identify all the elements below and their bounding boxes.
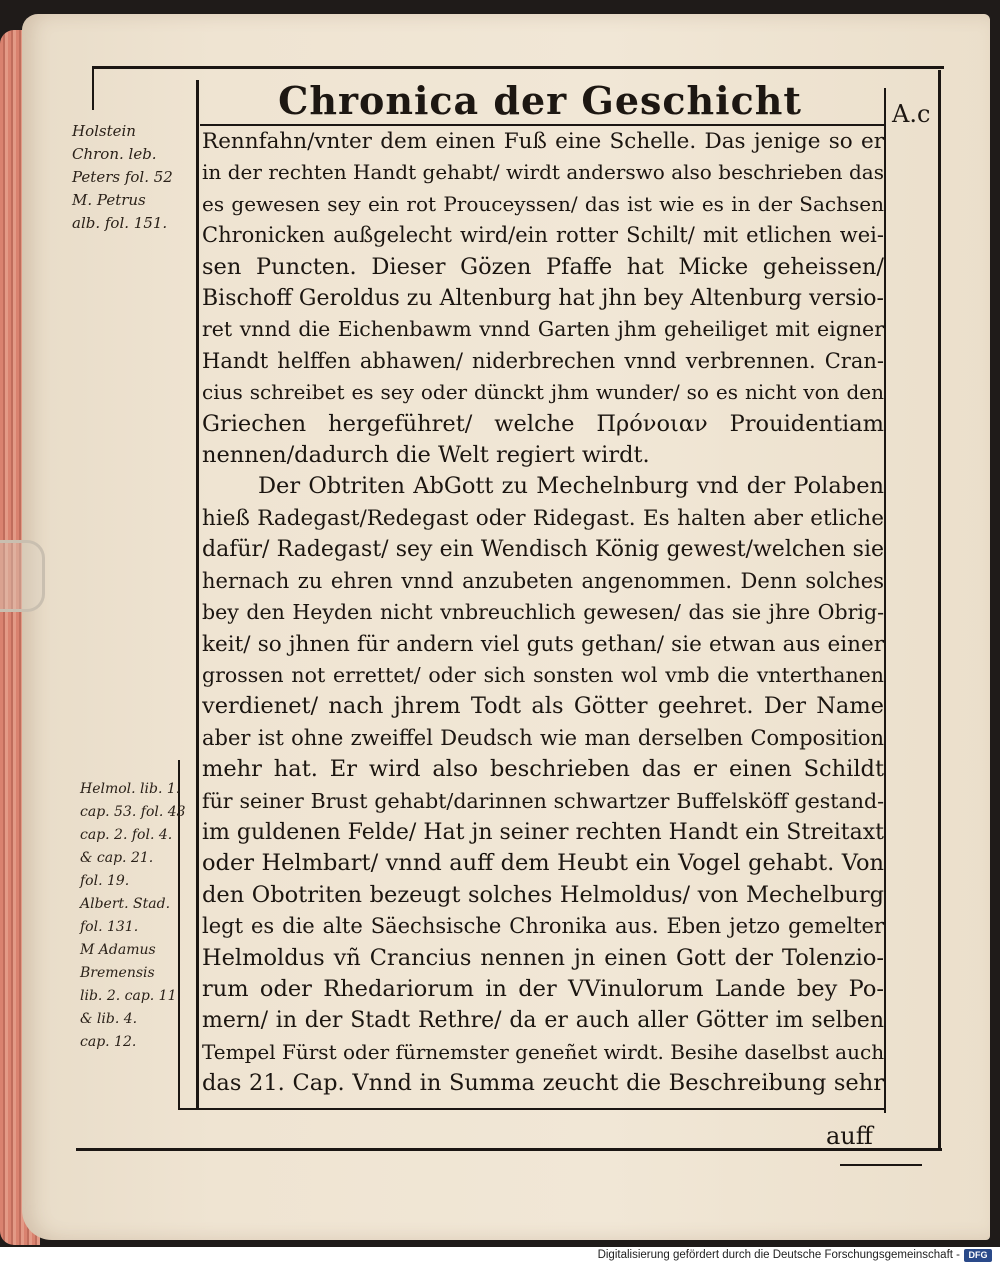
text-line: den Obotriten bezeugt solches Helmoldus/ von Mechelburg [202, 881, 884, 908]
text-line: rum oder Rhedariorum in der VVinulorum Lande bey Po- [202, 975, 884, 1002]
text-line: bey den Heyden nicht vnbreuchlich gewesen/ das sie jhre Obrig- [202, 600, 884, 625]
text-line: hieß Radegast/Redegast oder Ridegast. Es halten aber etliche [202, 505, 884, 531]
footer-credit: Digitalisierung gefördert durch die Deutsche Forschungsgemeinschaft - [597, 1249, 960, 1261]
text-line: das 21. Cap. Vnnd in Summa zeucht die Beschreibung sehr [202, 1070, 884, 1097]
paragraph-start-line: Der Obtriten AbGott zu Mechelnburg vnd der Polaben [258, 473, 884, 500]
margin-note: M. Petrus [72, 191, 146, 209]
margin-note: alb. fol. 151. [72, 214, 168, 232]
margin-note: Peters fol. 52 [72, 168, 173, 186]
frame-bottom-rule [76, 1148, 942, 1151]
margin-note: Albert. Stad. [80, 896, 171, 912]
margin-note: M Adamus [80, 942, 156, 958]
text-line: legt es die alte Säechsische Chronika aus. Eben jetzo gemelter [202, 914, 884, 939]
margin-note: lib. 2. cap. 11 [80, 988, 177, 1004]
margin-note: Chron. leb. [72, 145, 157, 163]
margin-note: & cap. 21. [80, 850, 154, 866]
margin-note: fol. 19. [80, 873, 130, 889]
text-line: cius schreibet es sey oder dünckt jhm wunder/ so es nicht von den [202, 380, 884, 405]
text-line: grossen not errettet/ oder sich sonsten wol vmb die vnterthanen [202, 662, 884, 687]
text-line: Griechen hergeführet/ welche Πρόνοιαν Prouidentiam [202, 410, 884, 437]
text-line: im guldenen Felde/ Hat jn seiner rechten Handt ein Streitaxt [202, 819, 884, 845]
frame-left-rule [92, 66, 94, 110]
text-line: es gewesen sey ein rot Prouceyssen/ das ist wie es in der Sachsen [202, 191, 884, 216]
text-line: Tempel Fürst oder fürnemster geneñet wirdt. Besihe daselbst auch [202, 1039, 884, 1064]
margin-note: Helmol. lib. 1. [80, 781, 181, 797]
margin-notes-bottom [80, 778, 186, 1054]
body-text [202, 126, 884, 1100]
outer-bottom-rule [840, 1164, 922, 1166]
text-line: nennen/dadurch die Welt regiert wirdt. [202, 442, 650, 469]
margin-note: cap. 53. fol. 43 [80, 804, 186, 820]
text-line: für seiner Brust gehabt/darinnen schwartzer Buffelsköff gestand- [202, 788, 884, 813]
text-line: in der rechten Handt gehabt/ wirdt anderswo also beschrieben das [202, 160, 884, 185]
bookmark-ribbon [0, 540, 45, 612]
margin-note: Holstein [72, 122, 136, 140]
text-line: oder Helmbart/ vnnd auff dem Heubt ein Vogel gehabt. Von [202, 850, 884, 877]
margin-note: Bremensis [80, 965, 155, 981]
frame-right-rule [884, 88, 886, 1113]
catchword: auff [826, 1122, 873, 1150]
frame-top-rule [92, 66, 944, 69]
margin-note: & lib. 4. [80, 1011, 138, 1027]
text-line: ret vnnd die Eichenbawm vnnd Garten jhm geheiliget mit eigner [202, 317, 884, 342]
outer-right-rule [938, 70, 941, 1150]
text-line: Chronicken außgelecht wird/ein rotter Schilt/ mit etlichen wei- [202, 223, 884, 248]
margin-column-rule [196, 80, 199, 1110]
text-line: mern/ in der Stadt Rethre/ da er auch aller Götter im selben [202, 1008, 884, 1034]
margin-notes-top [72, 120, 190, 235]
text-line: Rennfahn/vnter dem einen Fuß eine Schelle. Das jenige so er [202, 129, 884, 154]
running-title: Chronica der Geschicht [278, 78, 802, 123]
text-line: Handt helffen abhawen/ niderbrechen vnnd verbrennen. Cran- [202, 348, 884, 373]
text-line: hernach zu ehren vnnd anzubeten angenommen. Denn solches [202, 568, 884, 593]
margin-note: cap. 12. [80, 1034, 137, 1050]
margin-note: fol. 131. [80, 919, 139, 935]
signature-mark: A.c [892, 100, 931, 128]
text-line: dafür/ Radegast/ sey ein Wendisch König gewest/welchen sie [202, 537, 884, 563]
text-line: mehr hat. Er wird also beschrieben das er einen Schildt [202, 756, 884, 783]
text-line: Bischoff Geroldus zu Altenburg hat jhn bey Altenburg versio- [202, 286, 884, 312]
text-line: Helmoldus vñ Crancius nennen jn einen Gott der Tolenzio- [202, 944, 884, 971]
dfg-logo: DFG [964, 1249, 992, 1262]
text-line: aber ist ohne zweiffel Deudsch wie man derselben Composition [202, 725, 884, 750]
text-line: keit/ so jhnen für andern viel guts gethan/ sie etwan aus einer [202, 631, 884, 657]
text-bottom-rule [178, 1108, 886, 1110]
text-line: sen Puncten. Dieser Gözen Pfaffe hat Micke geheissen/ [202, 253, 884, 280]
text-line: verdienet/ nach jhrem Todt als Götter geehret. Der Name [202, 693, 884, 720]
margin-note: cap. 2. fol. 4. [80, 827, 173, 843]
